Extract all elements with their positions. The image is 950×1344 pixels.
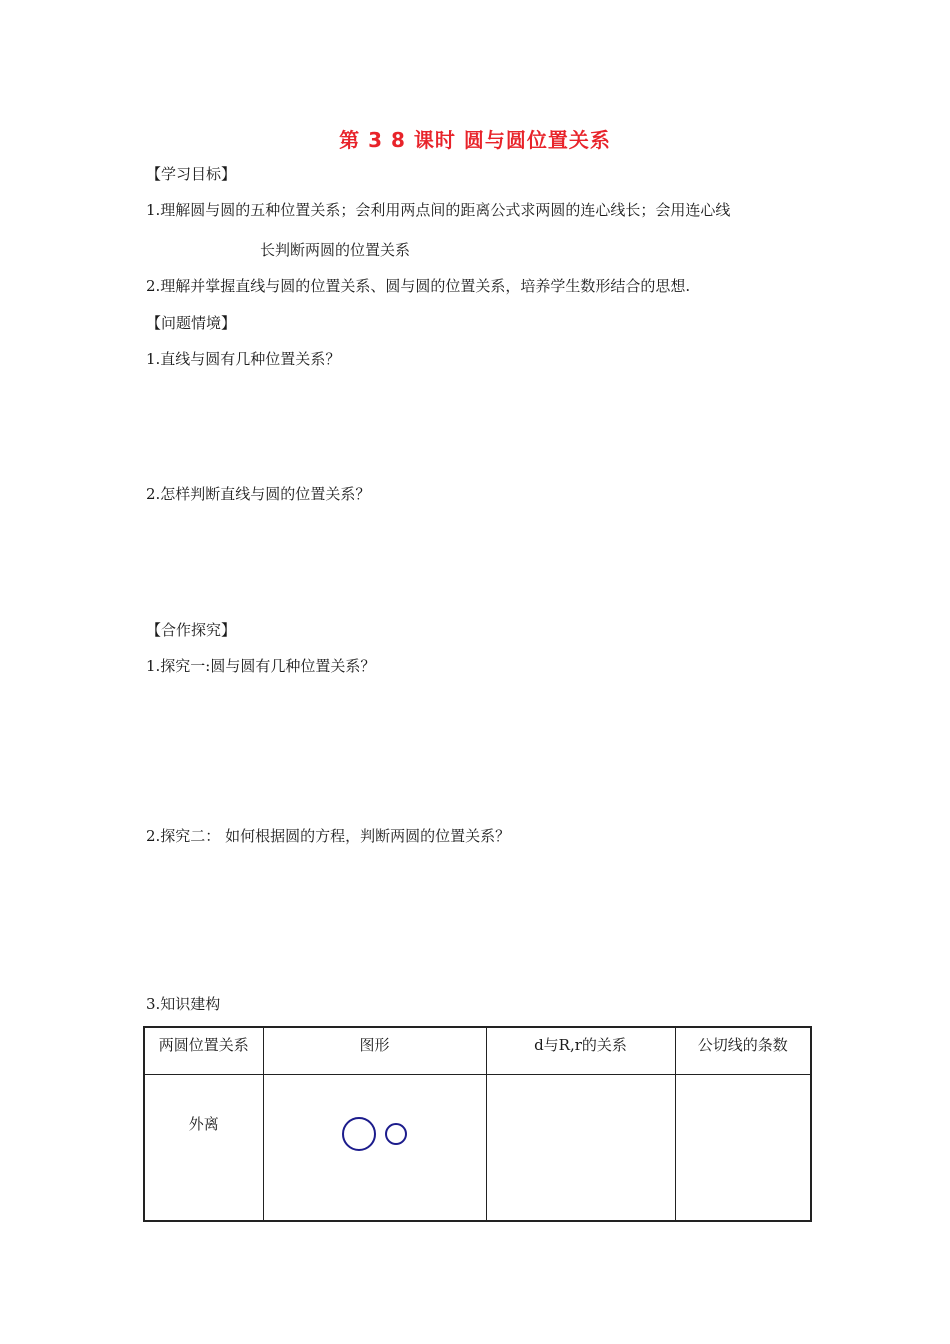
page-title: 第 3 8 课时 圆与圆位置关系	[339, 128, 611, 152]
goals-header: 【学习目标】	[146, 165, 237, 183]
goal-2: 2.理解并掌握直线与圆的位置关系、圆与圆的位置关系，培养学生数形结合的思想.	[146, 277, 691, 295]
knowledge-construct: 3.知识建构	[146, 995, 221, 1013]
header-relation: 两圆位置关系	[144, 1027, 263, 1075]
d-relation-cell[interactable]	[486, 1075, 675, 1222]
relation-cell: 外离	[144, 1075, 263, 1222]
problem-1: 1.直线与圆有几种位置关系？	[146, 350, 341, 368]
explore-header: 【合作探究】	[146, 621, 237, 639]
table-header-row	[144, 1027, 811, 1075]
small-circle	[386, 1124, 406, 1144]
header-d-relation: d与R,r的关系	[486, 1027, 675, 1075]
table-row	[144, 1075, 811, 1222]
knowledge-table	[143, 1026, 812, 1222]
explore-1: 1.探究一:圆与圆有几种位置关系？	[146, 657, 376, 675]
goal-1-line-1: 1.理解圆与圆的五种位置关系；会利用两点间的距离公式求两圆的连心线长；会用连心线	[146, 201, 731, 219]
header-tangent-count: 公切线的条数	[675, 1027, 811, 1075]
explore-2: 2.探究二： 如何根据圆的方程，判断两圆的位置关系？	[146, 827, 511, 845]
large-circle	[343, 1118, 375, 1150]
goal-1-line-2: 长判断两圆的位置关系	[260, 241, 411, 259]
header-figure: 图形	[263, 1027, 486, 1075]
problem-header: 【问题情境】	[146, 314, 237, 332]
problem-2: 2.怎样判断直线与圆的位置关系？	[146, 485, 371, 503]
tangent-count-cell[interactable]	[675, 1075, 811, 1222]
separate-circles-figure	[264, 1094, 487, 1201]
figure-cell	[263, 1075, 486, 1222]
